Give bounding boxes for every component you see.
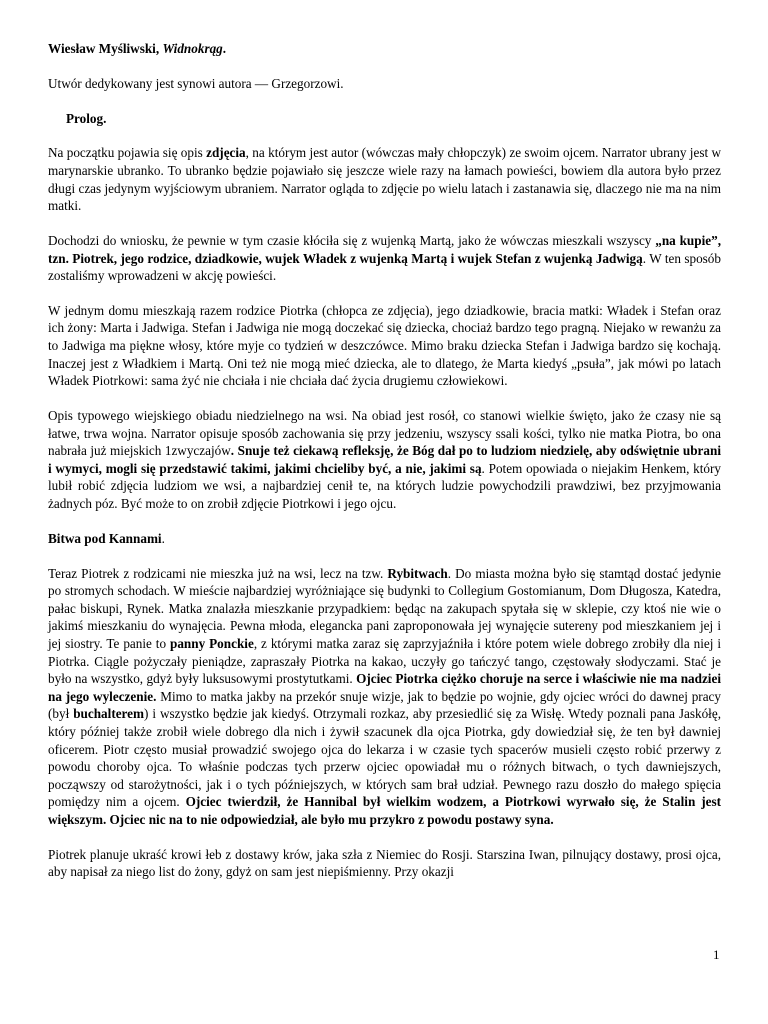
text-run: Dochodzi do wniosku, że pewnie w tym czasie kłóciła się z wujenką Martą, jako że wówczas mieszkali wszyscy bbox=[48, 232, 656, 248]
text-run: Opis typowego wiejskiego obiadu niedzielnego na wsi. Na obiad jest rosół, co stanowi wielkie święto, jako że czasy nie są łatwe, trwa wojna. Narrator opisuje sposób zachowania się przy jedzeniu, wszyscy ssali kości, tylko nie matka Piotra, bo ona nabrała już miejskich 1zwyczajów bbox=[48, 408, 721, 459]
prolog-heading: Prolog. bbox=[66, 110, 107, 126]
document-title: Wiesław Myśliwski, Widnokrąg. bbox=[48, 41, 227, 56]
text-run: . Do miasta można było się stamtąd dostać jedynie po stromych schodach. W mieście najbardziej wyróżniające się budynki to Collegium Gostomianum, Dom Długosza, Katedra, pałac biskupi, Rynek. Matka znalazła mieszkanie przypadkiem: będąc na zakupach spytała się w sklepie, czy ktoś nie wie o jakimś mieszkaniu do wynajęcia. Pewna młoda, elegancka pani zaproponowała jej wynajęcie sutereny pod mieszkaniem jej i jej siostry. Te panie to bbox=[48, 565, 722, 651]
bold-text: Ojciec Piotrka ciężko choruje na serce i właściwie nie ma nadziei na jego wyleczenie. bbox=[48, 671, 721, 704]
text-run: ) i wszystko będzie jak kiedyś. Otrzymali rozkaz, aby przesiedlić się za Wisłę. Wtedy poznali pana Jaskółę, który później także zrobił wiele dobrego dla nich i żywił szacunek dla ojca Piotrka, gdy dowiedział się, że ten był dawniej oficerem. Piotr często musiał prowadzić swojego ojca do lekarza i w czasie tych spacerów musieli często robić przerwy z powodu choroby ojca. To właśnie podczas tych przerw ojciec opowiadał mu o różnych bitwach, o tych dawniejszych, począwszy od starożytności, jak i o tych późniejszych, w których sam brał udział. Pewnego razu doszło do małego spięcia pomiędzy nim a ojcem. bbox=[48, 706, 721, 810]
paragraph bbox=[48, 302, 721, 390]
page-number: 1 bbox=[713, 947, 720, 962]
text-run: , z którymi matka zaraz się zaprzyjaźniła i które potem wiele dobrego zrobiły dla niej i Piotrka. Ciągle pożyczały pieniądze, zapraszały Piotrka na kakao, uczyły go tańczyć tango, częstowały słodyczami. Stać je było na wszystko, gdyż były luksusowymi prostytutkami. bbox=[48, 635, 721, 687]
text-run: . W ten sposób zostaliśmy wprowadzeni w akcję powieści. bbox=[48, 250, 721, 284]
paragraph bbox=[48, 232, 721, 285]
bold-text: . Snuje też ciekawą refleksję, że Bóg dał po to ludziom niedzielę, aby odświętnie ubrani i wymyci, mogli się przedstawić takimi, jakimi chcieliby być, a nie, jakimi są bbox=[48, 443, 721, 476]
document-page bbox=[48, 40, 721, 898]
paragraph bbox=[48, 846, 721, 881]
bold-text: Ojciec twierdził, że Hannibal był wielkim wodzem, a Piotrkowi wyrwało się, że Stalin jest większym. Ojciec nic na to nie odpowiedział, ale było mu przykro z powodu postawy syna. bbox=[48, 794, 721, 827]
bold-text: Rybitwach bbox=[387, 565, 448, 581]
section-heading: Bitwa pod Kannami. bbox=[48, 530, 165, 546]
text-run: Teraz Piotrek z rodzicami nie mieszka już na wsi, lecz na tzw. bbox=[48, 565, 388, 581]
bold-text: panny Ponckie bbox=[170, 635, 254, 651]
text-run: . Potem opowiada o niejakim Henkem, który lubił robić zdjęcia ludziom we wsi, a najbardziej cenił te, na których ludzie powychodzili prawdziwi, bez przyjmowania żadnych póz. Być może to on zrobił zdjęcie Piotrkowi i jego ojcu. bbox=[48, 460, 721, 511]
section-body bbox=[48, 565, 721, 881]
author-name: Wiesław Myśliwski, bbox=[48, 41, 160, 56]
bold-text: buchalterem bbox=[73, 706, 145, 722]
paragraph bbox=[48, 565, 721, 829]
bold-text: zdjęcia bbox=[206, 145, 246, 161]
text-run: , na którym jest autor (wówczas mały chłopczyk) ze swoim ojcem. Narrator ubrany jest w marynarskie ubranko. To ubranko będzie pojawiało się jeszcze wiele razy na łamach powieści, bowiem dla autora było przez długi czas jedynym wyjściowym ubraniem. Narrator ogląda to zdjęcie po wielu latach i zastanawia się, dlaczego nie ma na nim matki. bbox=[48, 145, 721, 214]
dedication: Utwór dedykowany jest synowi autora — Grzegorzowi. bbox=[48, 75, 344, 91]
bold-text: „na kupie”, tzn. Piotrek, jego rodzice, dziadkowie, wujek Władek z wujenką Martą i wujek Stefan z wujenką Jadwigą bbox=[48, 232, 721, 266]
text-run: Piotrek planuje ukraść krowi łeb z dostawy krów, jaka szła z Niemiec do Rosji. Starszina Iwan, pilnujący dostawy, prosi ojca, aby napisał za niego list do żony, gdyż on sam jest niepiśmienny. Przy okazji bbox=[48, 846, 721, 880]
paragraph bbox=[48, 407, 721, 513]
text-run: Na początku pojawia się opis bbox=[48, 145, 207, 161]
work-title: Widnokrąg bbox=[162, 41, 223, 56]
text-run: W jednym domu mieszkają razem rodzice Piotrka (chłopca ze zdjęcia), jego dziadkowie, bracia matki: Władek i Stefan oraz ich żony: Marta i Jadwiga. Stefan i Jadwiga nie mogą doczekać się dziecka, chociaż bardzo tego pragną. Niejako w rewanżu za to Jadwiga ma piękne włosy, które myje co tydzień w deszczówce. Mimo braku dziecka Stefan i Jadwiga bardzo się kochają. Inaczej jest z Władkiem i Martą. Oni też nie mogą mieć dziecka, ale to dlatego, że Marta kiedyś „psuła”, jak mówi po latach Władek Piotrkowi: sama żyć nie chciała i nie chciała dać życia drugiemu człowiekowi. bbox=[48, 302, 721, 389]
paragraph bbox=[48, 144, 721, 214]
prolog-body bbox=[48, 144, 721, 512]
text-run: Mimo to matka jakby na przekór snuje wizje, jak to będzie po wojnie, gdy ojciec wróci do dawnej pracy (był bbox=[48, 688, 721, 722]
